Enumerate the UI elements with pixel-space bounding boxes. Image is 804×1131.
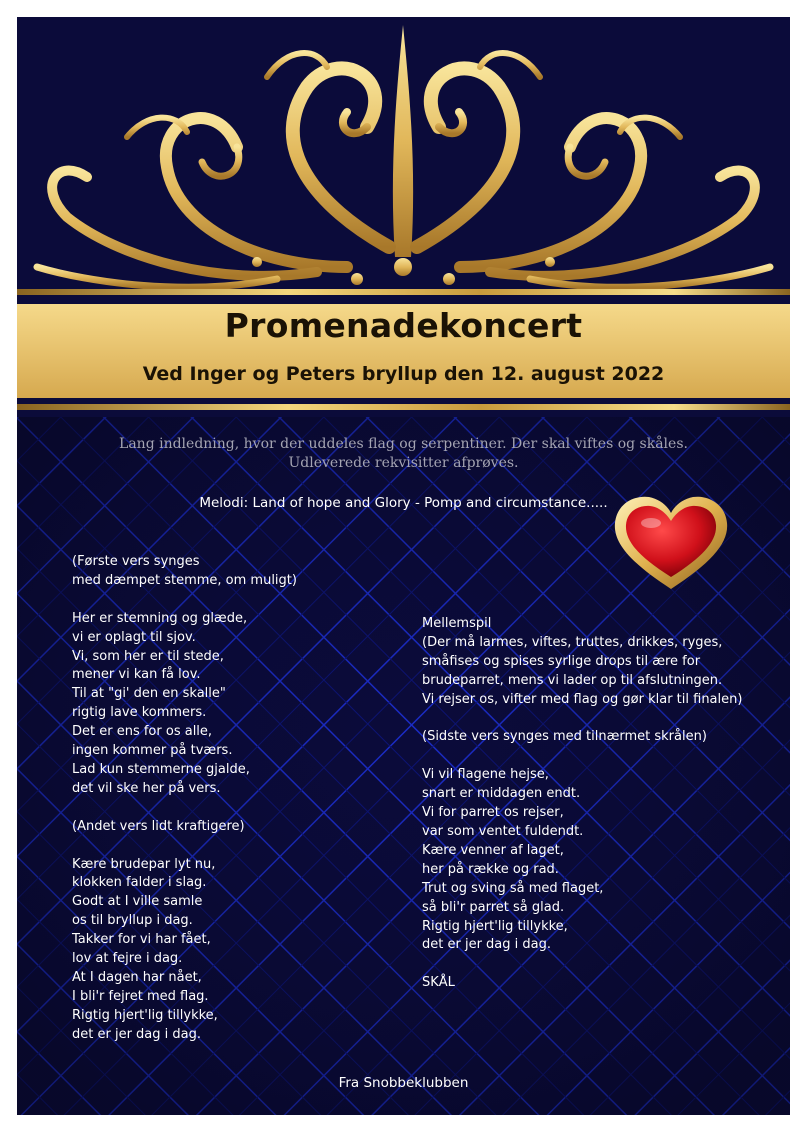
- verse-column-right: [422, 615, 742, 993]
- verse-line: [422, 955, 742, 974]
- verse-line: Vi for parret os rejser,: [422, 805, 564, 821]
- verse-line: Lad kun stemmerne gjalde,: [72, 761, 250, 777]
- verse-line: brudeparret, mens vi lader op til afslutningen.: [422, 672, 723, 688]
- verse-line: klokken falder i slag.: [72, 875, 207, 891]
- verse-column-left: [72, 553, 297, 1045]
- verse-line: Rigtig hjert'lig tillykke,: [422, 918, 568, 934]
- gold-ornament-icon: [17, 17, 790, 302]
- verse-line: Kære venner af laget,: [422, 842, 564, 858]
- intro-line-2: Udleverede rekvisitter afprøves.: [288, 455, 519, 471]
- verse-line: lov at fejre i dag.: [72, 951, 183, 967]
- intro-text: [57, 435, 750, 473]
- verse-line: Rigtig hjert'lig tillykke,: [72, 1007, 218, 1023]
- verse-line: Godt at I ville samle: [72, 894, 203, 910]
- verse-line: (Første vers synges: [72, 554, 200, 569]
- verse-line: ingen kommer på tværs.: [72, 743, 233, 759]
- verse-line: Her er stemning og glæde,: [72, 610, 248, 626]
- verse-line: [72, 837, 297, 856]
- verse-line: Vi vil flagene hejse,: [422, 767, 549, 783]
- verse-line: Til at "gi' den en skalle": [72, 686, 226, 702]
- verse-line: [72, 591, 297, 610]
- poster: [17, 17, 790, 1115]
- page-title: Promenadekoncert: [224, 306, 583, 345]
- verse-line: med dæmpet stemme, om muligt): [72, 572, 297, 588]
- verse-line: (Der må larmes, viftes, truttes, drikkes, ryges,: [422, 634, 723, 650]
- verse-line: Takker for vi har fået,: [72, 932, 211, 948]
- verse-line: Mellemspil: [422, 616, 492, 631]
- signature: Fra Snobbeklubben: [338, 1075, 469, 1091]
- verse-line: (Sidste vers synges med tilnærmet skrålen): [422, 729, 707, 745]
- verse-line: det er jer dag i dag.: [422, 937, 551, 953]
- verse-line: os til bryllup i dag.: [72, 913, 193, 929]
- heart-icon: [611, 493, 731, 593]
- verse-line: Det er ens for os alle,: [72, 724, 213, 740]
- verse-line: SKÅL: [422, 975, 455, 991]
- verse-line: Trut og sving så med flaget,: [422, 880, 604, 896]
- verse-line: [422, 710, 742, 729]
- verse-line: det vil ske her på vers.: [72, 780, 221, 796]
- verse-line: vi er oplagt til sjov.: [72, 629, 196, 645]
- verse-line: I bli'r fejret med flag.: [72, 988, 209, 1004]
- page-subtitle: Ved Inger og Peters bryllup den 12. august 2022: [142, 363, 665, 385]
- verse-line: (Andet vers lidt kraftigere): [72, 818, 245, 834]
- intro-line-1: Lang indledning, hvor der uddeles flag og serpentiner. Der skal viftes og skåles.: [119, 436, 688, 452]
- verse-line: [72, 799, 297, 818]
- verse-line: mener vi kan få lov.: [72, 667, 201, 683]
- verse-line: småfises og spises syrlige drops til ære for: [422, 653, 701, 669]
- verse-line: så bli'r parret så glad.: [422, 899, 565, 915]
- verse-line: var som ventet fuldendt.: [422, 823, 584, 839]
- gold-divider-top: [17, 289, 790, 295]
- melody-line: Melodi: Land of hope and Glory - Pomp and circumstance.....: [199, 495, 608, 511]
- verse-line: Vi rejser os, vifter med flag og gør klar til finalen): [422, 691, 743, 707]
- gold-divider-bottom: [17, 404, 790, 410]
- verse-line: Kære brudepar lyt nu,: [72, 856, 216, 872]
- verse-line: [422, 747, 742, 766]
- verse-line: snart er middagen endt.: [422, 786, 581, 802]
- verse-line: At I dagen har nået,: [72, 969, 202, 985]
- verse-line: det er jer dag i dag.: [72, 1026, 201, 1042]
- verse-line: rigtig lave kommers.: [72, 705, 207, 721]
- verse-line: her på række og rad.: [422, 861, 559, 877]
- verse-line: Vi, som her er til stede,: [72, 648, 224, 664]
